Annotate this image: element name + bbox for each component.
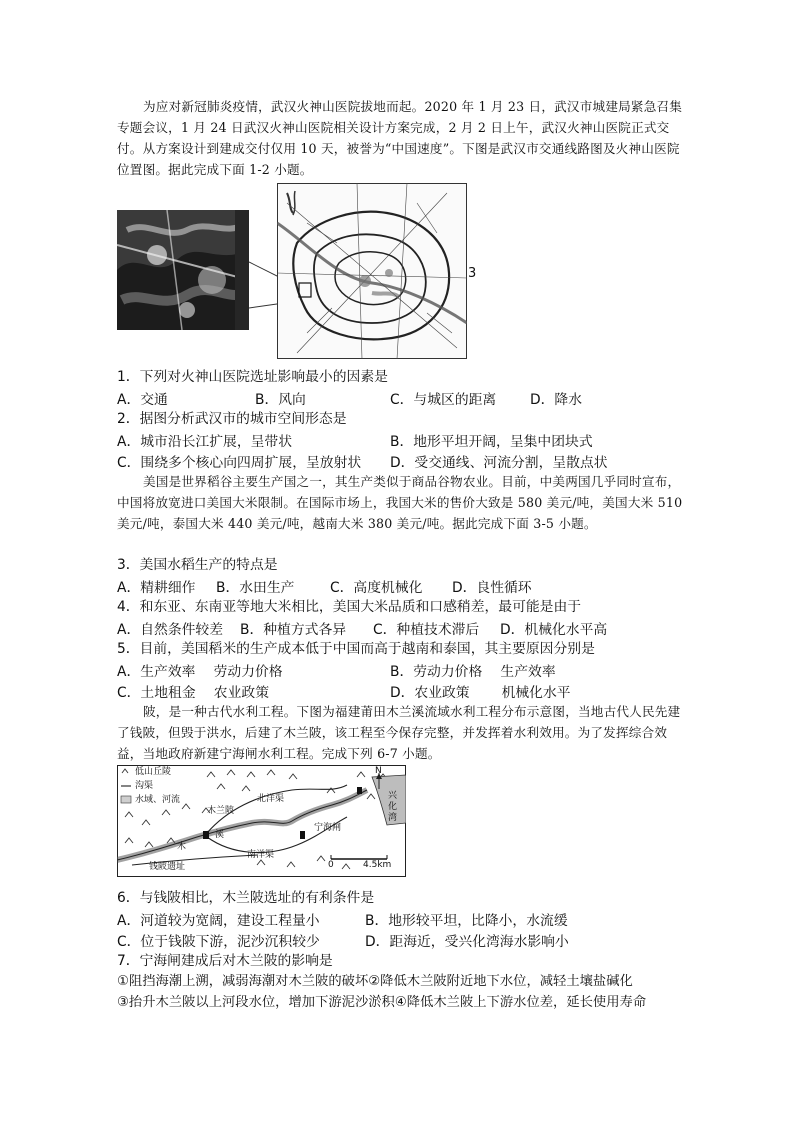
question-4-stem: 4．和东亚、东南亚等地大米相比，美国大米品质和口感稍差，最可能是由于: [117, 599, 582, 615]
mulan-river-map: [117, 765, 406, 877]
q4-option-b[interactable]: B．种植方式各异: [240, 622, 347, 638]
q4-option-d[interactable]: D．机械化水平高: [500, 622, 608, 638]
nanyangqu-label: 南洋渠: [247, 850, 275, 860]
q1-option-b[interactable]: B．风向: [255, 392, 306, 408]
mu-label: 木: [177, 842, 187, 852]
q2-option-c[interactable]: C．围绕多个核心向四周扩展，呈放射状: [117, 455, 362, 471]
q2-option-a[interactable]: A．城市沿长江扩展，呈带状: [117, 434, 292, 450]
question-1-stem: 1．下列对火神山医院选址影响最小的因素是: [117, 369, 388, 385]
question-7-stem: 7．宁海闸建成后对木兰陂的影响是: [117, 953, 333, 969]
scale-zero-label: 0: [328, 860, 334, 870]
legend-hills-label: 低山丘陵: [135, 767, 172, 777]
xi-label: 溪: [215, 830, 225, 840]
question-5-stem: 5．目前，美国稻米的生产成本低于中国而高于越南和泰国，其主要原因分别是: [117, 641, 595, 657]
scale-km-label: 4.5km: [363, 860, 392, 870]
q3-option-b[interactable]: B．水田生产: [216, 580, 295, 596]
passage-2: 美国是世界稻谷主要生产国之一，其生产类似于商品谷物农业。目前，中美两国几乎同时宣布，中国将放宽进口美国大米限制。在国际市场上，我国大米的售价大致是 580 美元/吨，美国大米 510 美元/吨，泰国大米 440 美元/吨，越南大米 380 美元/吨。据此完成下面 3-5 小题。: [117, 474, 683, 531]
wuhan-traffic-map: [277, 183, 467, 359]
map-side-label: 3: [468, 266, 477, 281]
q7-statement-line-1: ①阻挡海潮上溯，减弱海潮对木兰陂的破坏②降低木兰陂附近地下水位，减轻土壤盐碱化: [117, 974, 633, 989]
question-2-stem: 2．据图分析武汉市的城市空间形态是: [117, 411, 347, 427]
q6-option-c[interactable]: C．位于钱陂下游，泥沙沉积较少: [117, 934, 320, 950]
q5-option-b[interactable]: B．劳动力价格 生产效率: [390, 664, 556, 680]
q7-statement-line-2: ③抬升木兰陂以上河段水位，增加下游泥沙淤积④降低木兰陂上下游水位差，延长使用寿命: [117, 995, 647, 1010]
beiyangqu-label: 北洋渠: [257, 794, 285, 804]
question-3-stem: 3．美国水稻生产的特点是: [117, 557, 278, 573]
qianpo-label: 钱陂遗址: [149, 862, 186, 872]
passage-1: 为应对新冠肺炎疫情，武汉火神山医院拔地而起。2020 年 1 月 23 日，武汉市城建局紧急召集专题会议，1 月 24 日武汉火神山医院相关设计方案完成，2 月 2 日上午，武汉火神山医院正式交付。从方案设计到建成交付仅用 10 天，被誉为“中国速度”。下图是武汉市交通线路图及火神山医院位置图。据此完成下面 1-2 小题。: [117, 99, 683, 177]
q5-option-a[interactable]: A．生产效率 劳动力价格: [117, 664, 283, 680]
legend-water-label: 水域、河流: [135, 795, 181, 805]
q5-option-c[interactable]: C．土地租金 农业政策: [117, 685, 269, 701]
q6-option-b[interactable]: B．地形较平坦，比降小，水流缓: [365, 913, 568, 929]
ninghaizha-label: 宁海闸: [314, 823, 342, 833]
question-6-stem: 6．与钱陂相比，木兰陂选址的有利条件是: [117, 890, 375, 906]
q4-option-c[interactable]: C．种植技术滞后: [373, 622, 480, 638]
xinghuawan-label: 兴化湾: [388, 791, 398, 823]
q5-option-d[interactable]: D．农业政策 机械化水平: [390, 685, 571, 701]
q2-option-b[interactable]: B．地形平坦开阔，呈集中团块式: [390, 434, 593, 450]
q3-option-a[interactable]: A．精耕细作: [117, 580, 196, 596]
q6-option-d[interactable]: D．距海近，受兴化湾海水影响小: [365, 934, 569, 950]
q1-option-c[interactable]: C．与城区的距离: [390, 392, 497, 408]
q1-option-d[interactable]: D．降水: [530, 392, 583, 408]
north-arrow-label: N: [375, 766, 382, 776]
q6-option-a[interactable]: A．河道较为宽阔，建设工程量小: [117, 913, 320, 929]
q4-option-a[interactable]: A．自然条件较差: [117, 622, 224, 638]
q2-option-d[interactable]: D．受交通线、河流分割，呈散点状: [390, 455, 608, 471]
mulanpo-label: 木兰陂: [207, 806, 235, 816]
passage-3: 陂，是一种古代水利工程。下图为福建莆田木兰溪流域水利工程分布示意图，当地古代人民先建了钱陂，但毁于洪水，后建了木兰陂，该工程至今保存完整，并发挥着水利效用。为了发挥综合效益，当地政府新建宁海闸水利工程。完成下列 6-7 小题。: [117, 704, 681, 761]
q3-option-c[interactable]: C．高度机械化: [330, 580, 423, 596]
q3-option-d[interactable]: D．良性循环: [452, 580, 532, 596]
legend-canal-label: 沟渠: [135, 781, 154, 791]
q1-option-a[interactable]: A．交通: [117, 392, 168, 408]
satellite-image: [117, 210, 249, 330]
